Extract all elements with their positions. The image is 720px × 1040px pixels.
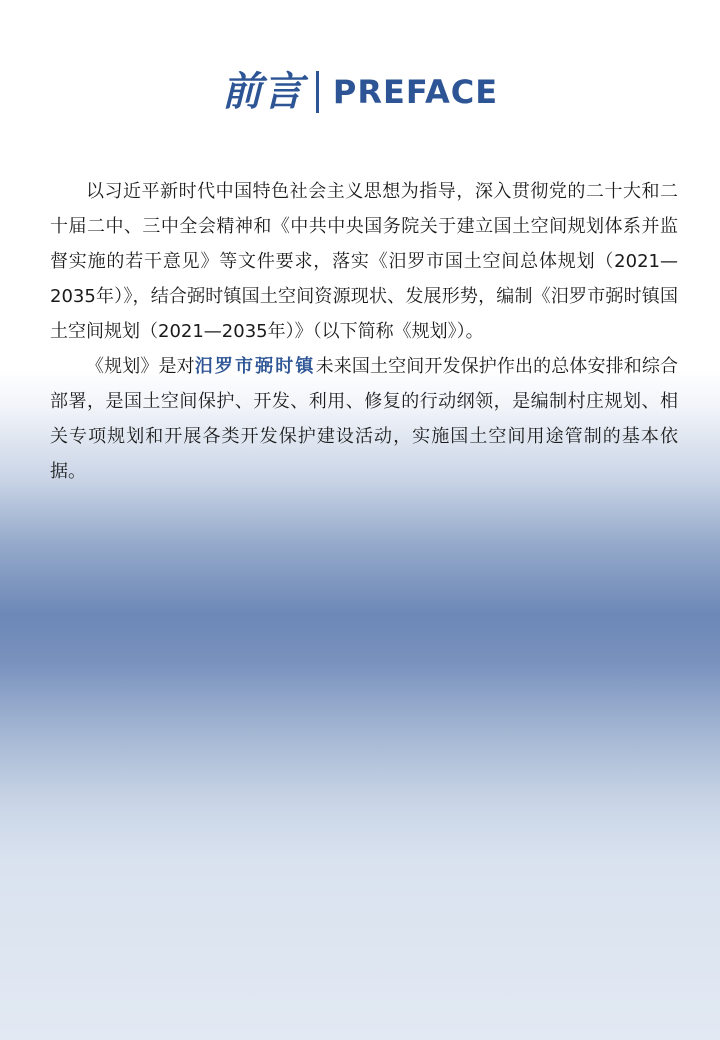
title-english: PREFACE: [332, 73, 499, 111]
preface-paragraph-2: [50, 349, 678, 489]
title-chinese: 前言: [221, 69, 304, 115]
page-title: [0, 66, 720, 118]
town-name-highlight: 汨罗市弼时镇: [194, 356, 316, 377]
paragraph-2-rest: 未来国土空间开发保护作出的总体安排和综合部署，是国土空间保护、开发、利用、修复的行动纲领，是编制村庄规划、相关专项规划和开展各类开发保护建设活动，实施国土空间用途管制的基本依据。: [50, 356, 679, 482]
paragraph-2-lead: 《规划》是对: [86, 356, 195, 377]
preface-paragraph-1: 以习近平新时代中国特色社会主义思想为指导，深入贯彻党的二十大和二十届二中、三中全会精神和《中共中央国务院关于建立国土空间规划体系并监督实施的若干意见》等文件要求，落实《汨罗市国土空间总体规划（2021—2035年）》，结合弼时镇国土空间资源现状、发展形势，编制《汨罗市弼时镇国土空间规划（2021—2035年）》（以下简称《规划》）。: [50, 181, 678, 342]
preface-body: [50, 174, 678, 489]
title-divider: [316, 71, 319, 113]
